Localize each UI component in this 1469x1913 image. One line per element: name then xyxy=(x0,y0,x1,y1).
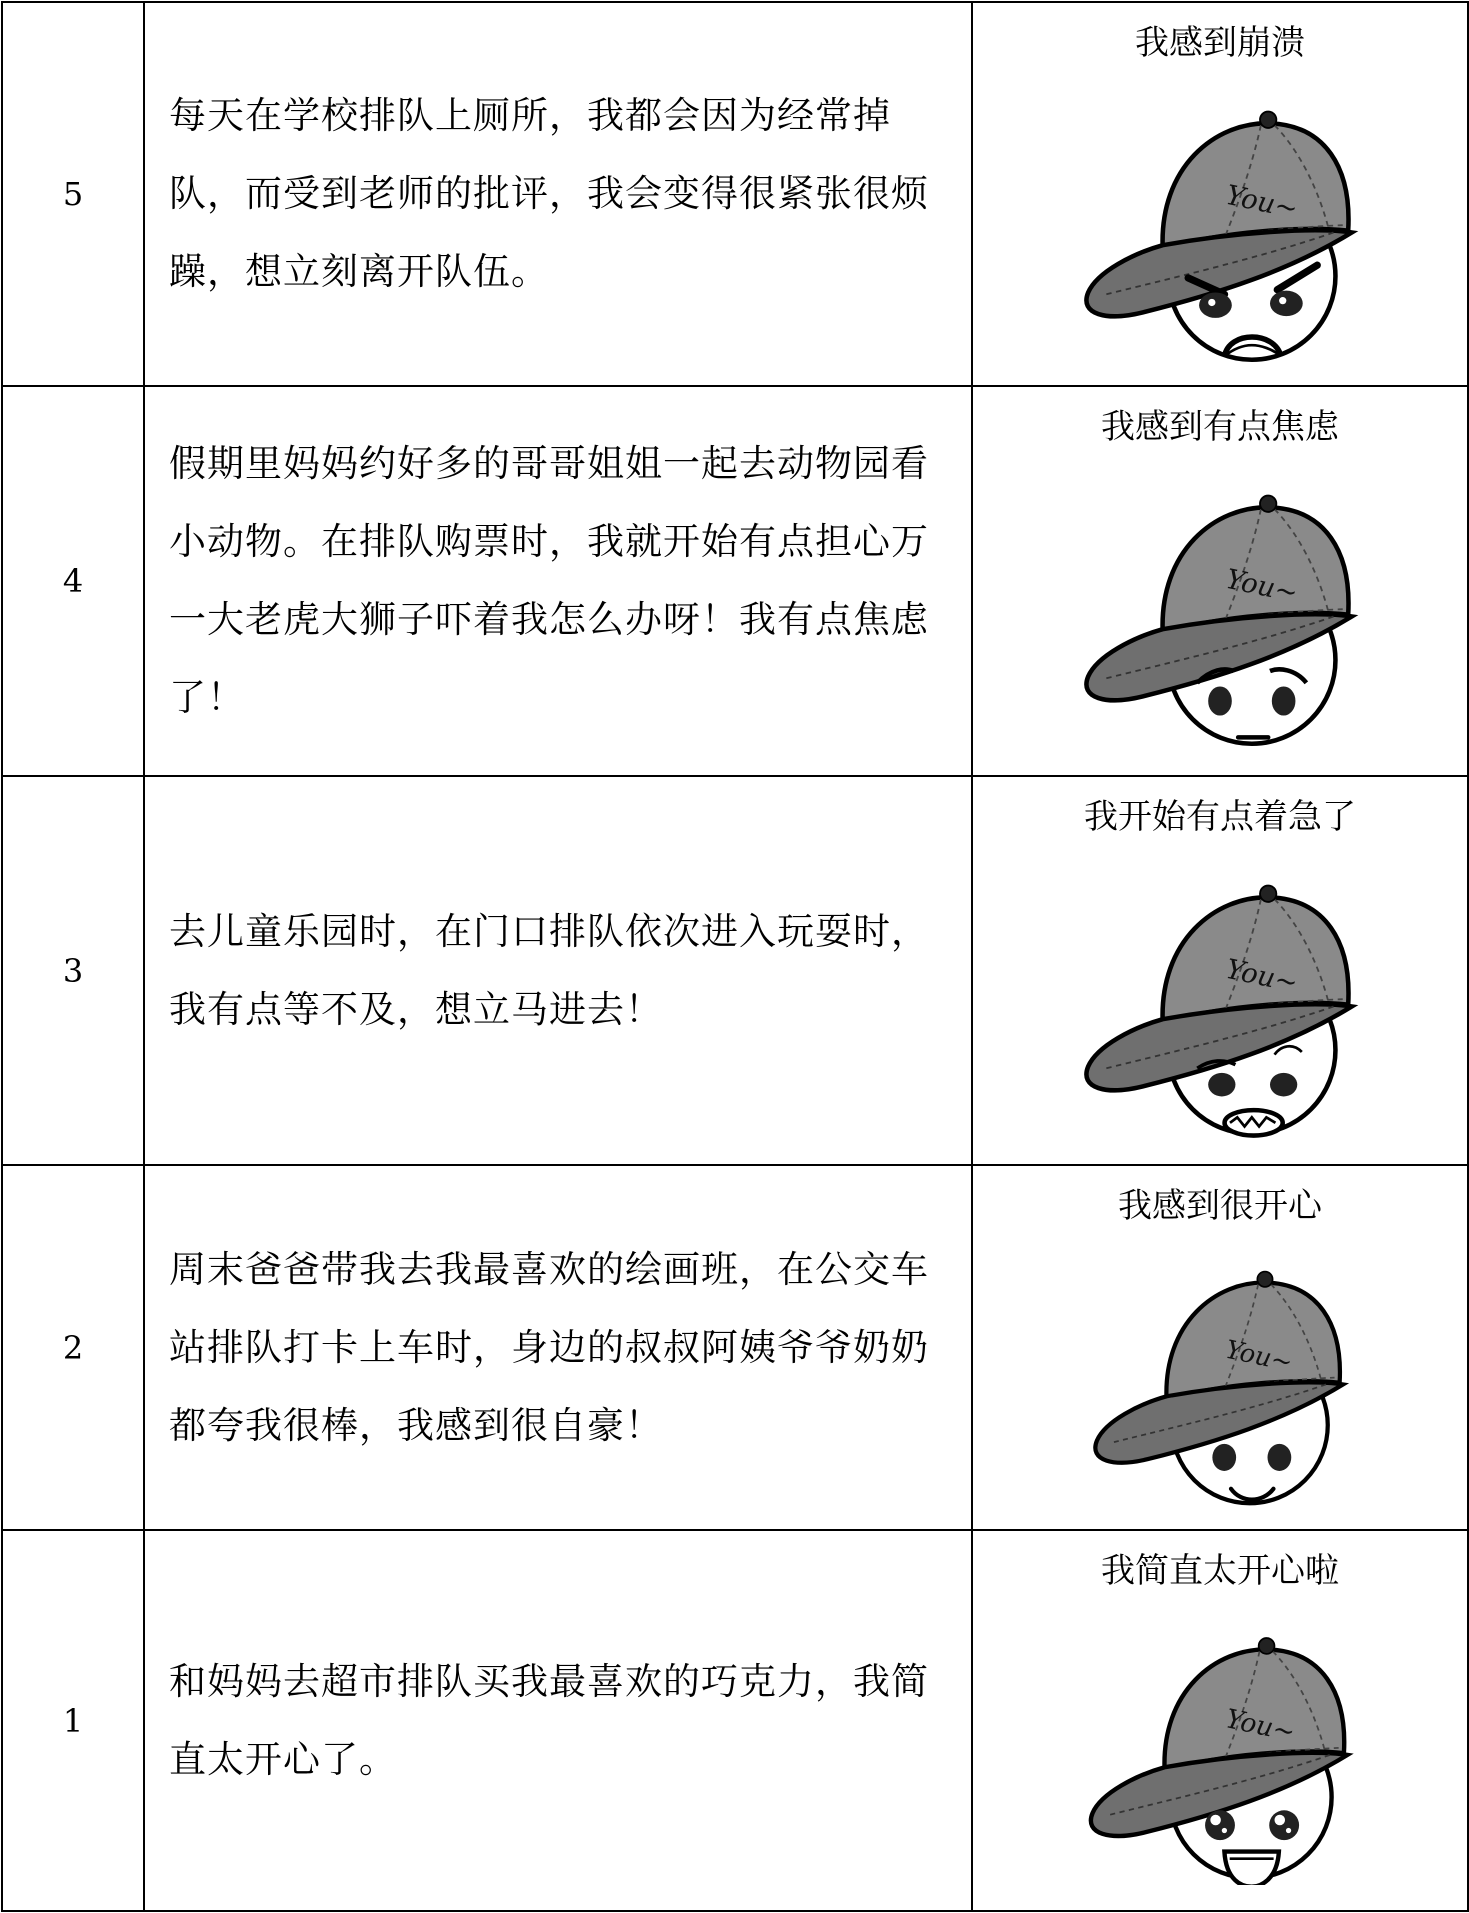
description-text: 假期里妈妈约好多的哥哥姐姐一起去动物园看小动物。在排队购票时，我就开始有点担心万一大老虎大狮子吓着我怎么办呀！我有点焦虑了！ xyxy=(169,442,929,719)
feeling-cell xyxy=(972,386,1468,776)
cap-text: You~ xyxy=(1223,563,1301,610)
situation-description xyxy=(144,386,972,776)
feeling-caption: 我感到有点焦虑 xyxy=(1101,407,1339,447)
cap-text: You~ xyxy=(1222,1334,1296,1379)
cap-text: You~ xyxy=(1223,953,1301,1000)
feeling-caption: 我感到崩溃 xyxy=(1135,23,1305,63)
situation-description xyxy=(144,1530,972,1911)
cap-text: You~ xyxy=(1222,1704,1298,1749)
table-row xyxy=(2,776,1468,1165)
table-row xyxy=(2,386,1468,776)
feeling-cell xyxy=(972,776,1468,1165)
description-text: 周末爸爸带我去我最喜欢的绘画班，在公交车站排队打卡上车时，身边的叔叔阿姨爷爷奶奶都夸我很棒，我感到很自豪！ xyxy=(169,1247,929,1447)
level-number: 2 xyxy=(2,1165,144,1530)
table-row xyxy=(2,1530,1468,1911)
cap-boy-laughing-icon xyxy=(1070,1595,1370,1885)
level-number: 5 xyxy=(2,2,144,386)
cap-boy-worried-icon xyxy=(1065,451,1375,751)
level-number: 3 xyxy=(2,776,144,1165)
feeling-cell xyxy=(972,1165,1468,1530)
level-number: 4 xyxy=(2,386,144,776)
cap-boy-angry-icon xyxy=(1065,67,1375,367)
feeling-cell xyxy=(972,1530,1468,1911)
table-row xyxy=(2,1165,1468,1530)
description-text: 每天在学校排队上厕所，我都会因为经常掉队，而受到老师的批评，我会变得很紧张很烦躁，想立刻离开队伍。 xyxy=(169,94,929,293)
feeling-caption: 我简直太开心啦 xyxy=(1101,1551,1339,1591)
cap-text: You~ xyxy=(1223,179,1301,226)
feeling-cell xyxy=(972,2,1468,386)
description-text: 和妈妈去超市排队买我最喜欢的巧克力，我简直太开心了。 xyxy=(169,1659,929,1781)
emotion-scale-table xyxy=(1,1,1469,1912)
description-text: 去儿童乐园时，在门口排队依次进入玩耍时，我有点等不及，想立马进去！ xyxy=(169,909,929,1031)
situation-description xyxy=(144,2,972,386)
level-number: 1 xyxy=(2,1530,144,1911)
situation-description xyxy=(144,776,972,1165)
cap-boy-smile-icon xyxy=(1075,1230,1365,1510)
situation-description xyxy=(144,1165,972,1530)
feeling-caption: 我开始有点着急了 xyxy=(1084,797,1356,837)
table-row xyxy=(2,2,1468,386)
cap-boy-anxious-icon xyxy=(1065,841,1375,1141)
feeling-caption: 我感到很开心 xyxy=(1118,1186,1322,1226)
